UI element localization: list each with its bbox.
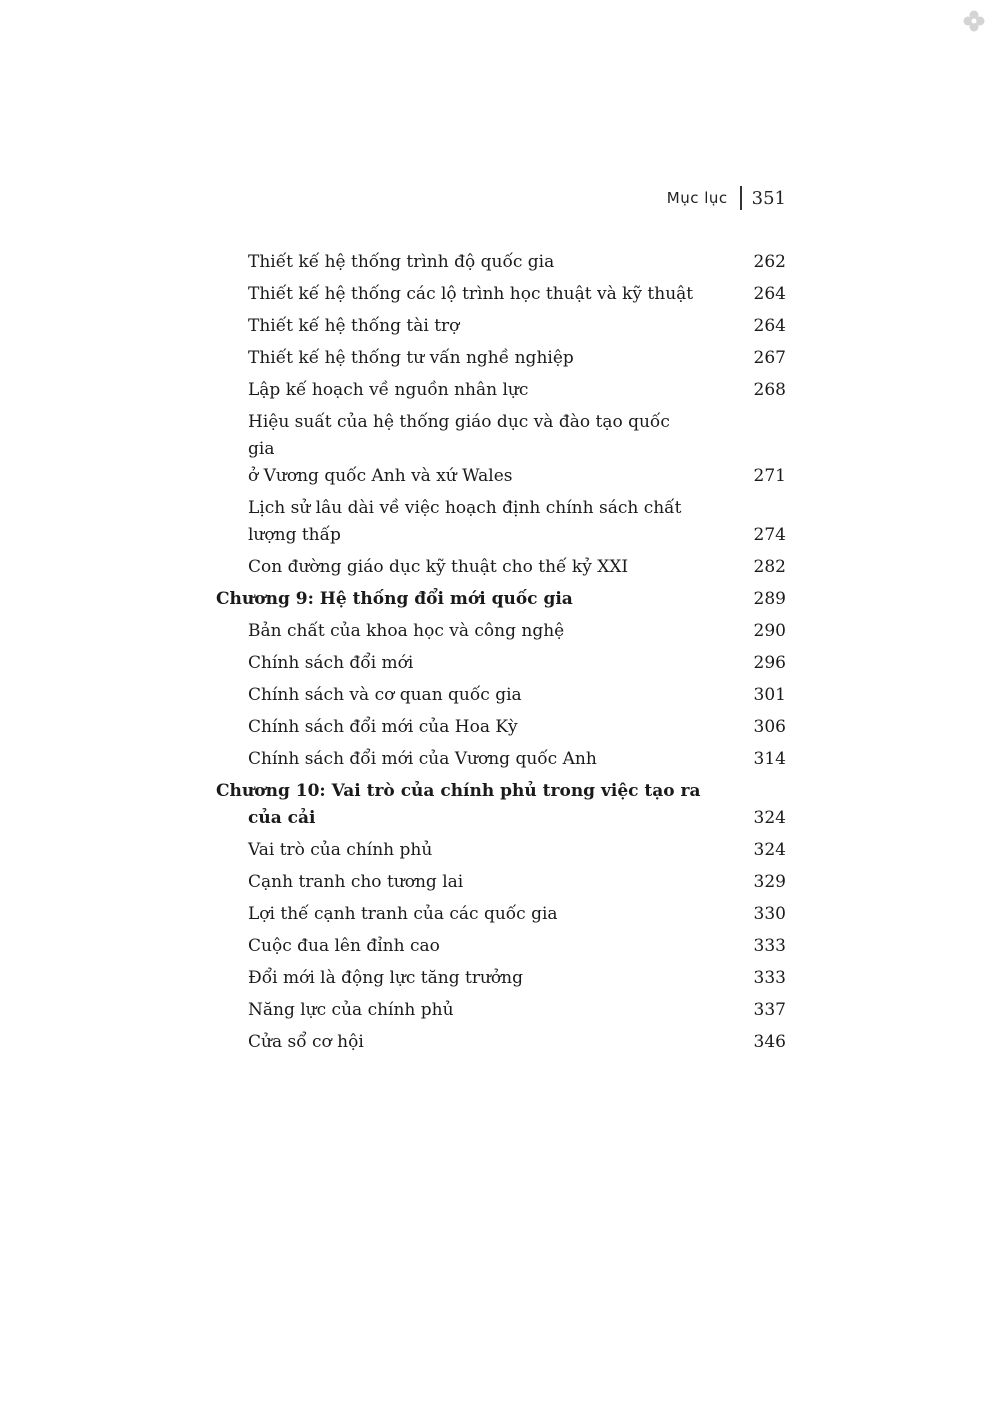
header-divider — [740, 186, 742, 210]
toc-entry-page: 264 — [753, 284, 786, 304]
toc-entry[interactable] — [216, 554, 786, 581]
chapter-title — [216, 778, 706, 832]
toc-entry-page: 296 — [753, 653, 786, 673]
toc-entry-title — [216, 495, 698, 549]
toc-entry-title: Thiết kế hệ thống các lộ trình học thuật và kỹ thuật — [248, 284, 694, 304]
chapter-title: Chương 9: Hệ thống đổi mới quốc gia — [216, 589, 573, 609]
toc-entry[interactable] — [216, 377, 786, 404]
toc-entry-title: Thiết kế hệ thống tư vấn nghề nghiệp — [248, 348, 574, 368]
toc-entry-title: Đổi mới là động lực tăng trưởng — [248, 968, 523, 988]
toc-entry-title: Cửa sổ cơ hội — [248, 1032, 364, 1052]
toc-entry-title: Lợi thế cạnh tranh của các quốc gia — [248, 904, 558, 924]
toc-entry[interactable] — [216, 997, 786, 1024]
toc-entry[interactable] — [216, 281, 786, 308]
toc-entry-title: Chính sách đổi mới — [248, 653, 414, 673]
chapter-page: 324 — [753, 808, 786, 828]
toc-entry-title: Chính sách đổi mới của Hoa Kỳ — [248, 717, 518, 737]
toc-entry-title: Bản chất của khoa học và công nghệ — [248, 621, 565, 641]
toc-entry[interactable] — [216, 1029, 786, 1056]
toc-entry[interactable] — [216, 618, 786, 645]
toc-entry[interactable] — [216, 650, 786, 677]
toc-entry-title-line: Lịch sử lâu dài về việc hoạch định chính sách chất — [248, 498, 682, 518]
toc-entry-page: 268 — [753, 380, 786, 400]
toc-entry[interactable] — [216, 965, 786, 992]
toc-entry-title: Cuộc đua lên đỉnh cao — [248, 936, 440, 956]
running-head — [667, 186, 786, 210]
flower-ornament-icon — [962, 9, 986, 33]
toc-entry[interactable] — [216, 933, 786, 960]
toc-entry[interactable] — [216, 495, 786, 549]
toc-entry-page: 333 — [753, 968, 786, 988]
toc-entry-title: Cạnh tranh cho tương lai — [248, 872, 464, 892]
toc-entry[interactable] — [216, 837, 786, 864]
section-title: Mục lục — [666, 189, 728, 207]
toc-entry[interactable] — [216, 682, 786, 709]
toc-entry-page: 274 — [753, 525, 786, 545]
toc-entry-page: 337 — [753, 1000, 786, 1020]
toc-entry[interactable] — [216, 409, 786, 490]
toc-entry-title: Chính sách và cơ quan quốc gia — [248, 685, 522, 705]
toc-entry-title: Thiết kế hệ thống tài trợ — [248, 316, 460, 336]
toc-entry[interactable] — [216, 901, 786, 928]
toc-entry-page: 346 — [753, 1032, 786, 1052]
toc-entry-page: 267 — [753, 348, 786, 368]
toc-entry-page: 329 — [753, 872, 786, 892]
toc-entry-page: 301 — [753, 685, 786, 705]
chapter-page: 289 — [753, 589, 786, 609]
toc-entry-page: 306 — [753, 717, 786, 737]
toc-entry-page: 282 — [753, 557, 786, 577]
toc-entry[interactable] — [216, 746, 786, 773]
toc-entry[interactable] — [216, 345, 786, 372]
toc-entry[interactable] — [216, 249, 786, 276]
chapter-title-line: Chương 10: Vai trò của chính phủ trong việc tạo ra — [216, 781, 701, 801]
toc-entry-page: 330 — [753, 904, 786, 924]
toc-entry-title: Lập kế hoạch về nguồn nhân lực — [248, 380, 529, 400]
toc-chapter-9[interactable] — [216, 586, 786, 613]
chapter-title-line: của cải — [248, 808, 316, 828]
toc-entry[interactable] — [216, 714, 786, 741]
toc-entry-title-line: ở Vương quốc Anh và xứ Wales — [248, 466, 513, 486]
toc-entry[interactable] — [216, 313, 786, 340]
toc-entry-page: 324 — [753, 840, 786, 860]
toc-entry-title: Vai trò của chính phủ — [248, 840, 433, 860]
toc-entry-title: Con đường giáo dục kỹ thuật cho thế kỷ XXI — [248, 557, 629, 577]
toc-chapter-10[interactable] — [216, 778, 786, 832]
toc-entry-title — [216, 409, 698, 490]
toc-entry-title-line: lượng thấp — [248, 525, 341, 545]
toc-entry-page: 262 — [753, 252, 786, 272]
toc-entry-page: 314 — [753, 749, 786, 769]
toc-entry-page: 271 — [753, 466, 786, 486]
toc-entry-page: 333 — [753, 936, 786, 956]
toc-entry-page: 290 — [753, 621, 786, 641]
toc-entry-title: Thiết kế hệ thống trình độ quốc gia — [248, 252, 555, 272]
toc-entry-title: Năng lực của chính phủ — [248, 1000, 454, 1020]
toc-entry-title: Chính sách đổi mới của Vương quốc Anh — [248, 749, 597, 769]
table-of-contents — [216, 249, 786, 1061]
page-number: 351 — [751, 187, 786, 209]
toc-entry-title-line: Hiệu suất của hệ thống giáo dục và đào tạo quốc gia — [248, 412, 670, 459]
toc-entry[interactable] — [216, 869, 786, 896]
toc-entry-page: 264 — [753, 316, 786, 336]
